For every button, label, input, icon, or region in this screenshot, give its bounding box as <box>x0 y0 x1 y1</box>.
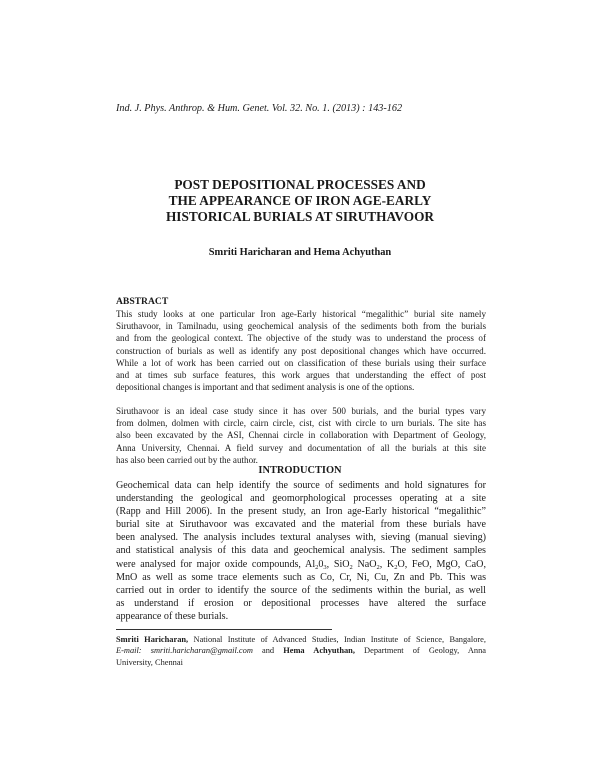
footnote-author-2: Hema Achyuthan, <box>283 646 355 656</box>
text-fragment: were analysed for major oxide compounds, Al <box>116 558 316 570</box>
author-list: Smriti Haricharan and Hema Achyuthan <box>208 247 392 258</box>
text-line: been analysed. The analysis includes textural analyses with, sieving (manual sieving) <box>116 532 486 544</box>
subscript: 2 <box>315 563 319 571</box>
text-line: While a lot of work has been carried out on classification of these burials using their surface <box>116 357 486 368</box>
text-fragment: 0 <box>318 558 324 570</box>
text-line: (Rapp and Hill 2006). In the present study, an Iron age-Early historical “megalithic” <box>116 506 486 518</box>
footnote-affiliation-2: Department of Geology, Anna <box>354 646 487 656</box>
author-footnote <box>116 634 486 668</box>
text-line: and from the geological context. The objective of the study was to understand the process of <box>116 333 486 344</box>
footnote-line <box>116 634 486 645</box>
introduction-heading: INTRODUCTION <box>258 465 342 476</box>
title-line: POST DEPOSITIONAL PROCESSES AND <box>174 177 426 192</box>
text-line: This study looks at one particular Iron age-Early historical “megalithic” burial site namely <box>116 309 486 319</box>
footnote-line <box>116 645 486 656</box>
abstract-paragraph-2 <box>116 405 486 466</box>
text-line: also been excavated by the ASI, Chennai circle in collaboration with Department of Geology, <box>116 430 486 441</box>
footnote-author-1: Smriti Haricharan, <box>116 635 189 644</box>
introduction-body <box>116 479 486 623</box>
subscript: 2 <box>349 563 353 571</box>
subscript: 2 <box>394 563 398 571</box>
footnote-email[interactable]: E-mail: smriti.haricharan@gmail.com <box>116 646 253 656</box>
abstract-heading: ABSTRACT <box>116 296 169 307</box>
footnote-divider <box>116 629 332 630</box>
text-line: understanding the geological and geomorphological processes operating at a site <box>116 493 486 505</box>
text-line: has also been carried out by the author. <box>116 454 258 465</box>
text-line: Anna University, Chennai. A field survey and documentation of all the burials at this site <box>116 442 486 453</box>
abstract-paragraph-1 <box>116 308 486 393</box>
text-line: MnO as well as some trace elements such as Co, Cr, Ni, Cu, Zn and Pb. This was <box>116 571 486 583</box>
footnote-conjunction: and <box>252 646 284 656</box>
text-line: and statistical analysis of this data and geochemical analysis. The sediment samples <box>116 545 486 557</box>
text-line: depositional changes is important and that sediment analysis is one of the options. <box>116 382 415 393</box>
title-line: HISTORICAL BURIALS AT SIRUTHAVOOR <box>165 209 435 224</box>
title-line: THE APPEARANCE OF IRON AGE-EARLY <box>168 193 432 208</box>
footnote-line: University, Chennai <box>116 657 183 667</box>
text-line: appearance of these burials. <box>116 610 229 622</box>
journal-citation: Ind. J. Phys. Anthrop. & Hum. Genet. Vol. 32. No. 1. (2013) : 143-162 <box>116 103 403 114</box>
footnote-affiliation-1: National Institute of Advanced Studies, Indian Institute of Science, Bangalore, <box>188 635 486 644</box>
text-fragment: O, FeO, MgO, CaO, <box>397 558 486 570</box>
text-fragment: NaO <box>352 558 377 570</box>
subscript: 3 <box>323 563 327 571</box>
text-line: Geochemical data can help identify the source of sediments and hold signatures for <box>116 480 486 491</box>
text-line: Siruthavoor is an ideal case study since it has over 500 burials, and the burial types vary <box>116 406 486 416</box>
text-fragment: , K <box>379 558 395 570</box>
text-fragment: , SiO <box>326 558 350 570</box>
subscript: 2 <box>376 563 380 571</box>
paper-title <box>100 177 500 225</box>
text-line: and at times sub surface features, this work argues that understanding the effect of post <box>116 370 486 381</box>
text-line: carried out in order to identify the source of the sediments within the burial, as well <box>116 584 486 596</box>
text-line: Siruthavoor, in Tamilnadu, using geochemical analysis of the sediments both from the burials <box>116 321 486 332</box>
text-line: burial site at Siruthavoor was excavated and the material from these burials have <box>116 519 486 531</box>
text-line: as understand if erosion or depositional processes have altered the surface <box>116 597 486 609</box>
text-line: construction of burials as well as identify any post depositional changes which have occurred. <box>116 345 486 356</box>
oxide-compounds-line <box>116 558 486 571</box>
text-line: from dolmen, dolmen with circle, cairn circle, cist, cist with circle to urn burials. The site has <box>116 418 486 429</box>
